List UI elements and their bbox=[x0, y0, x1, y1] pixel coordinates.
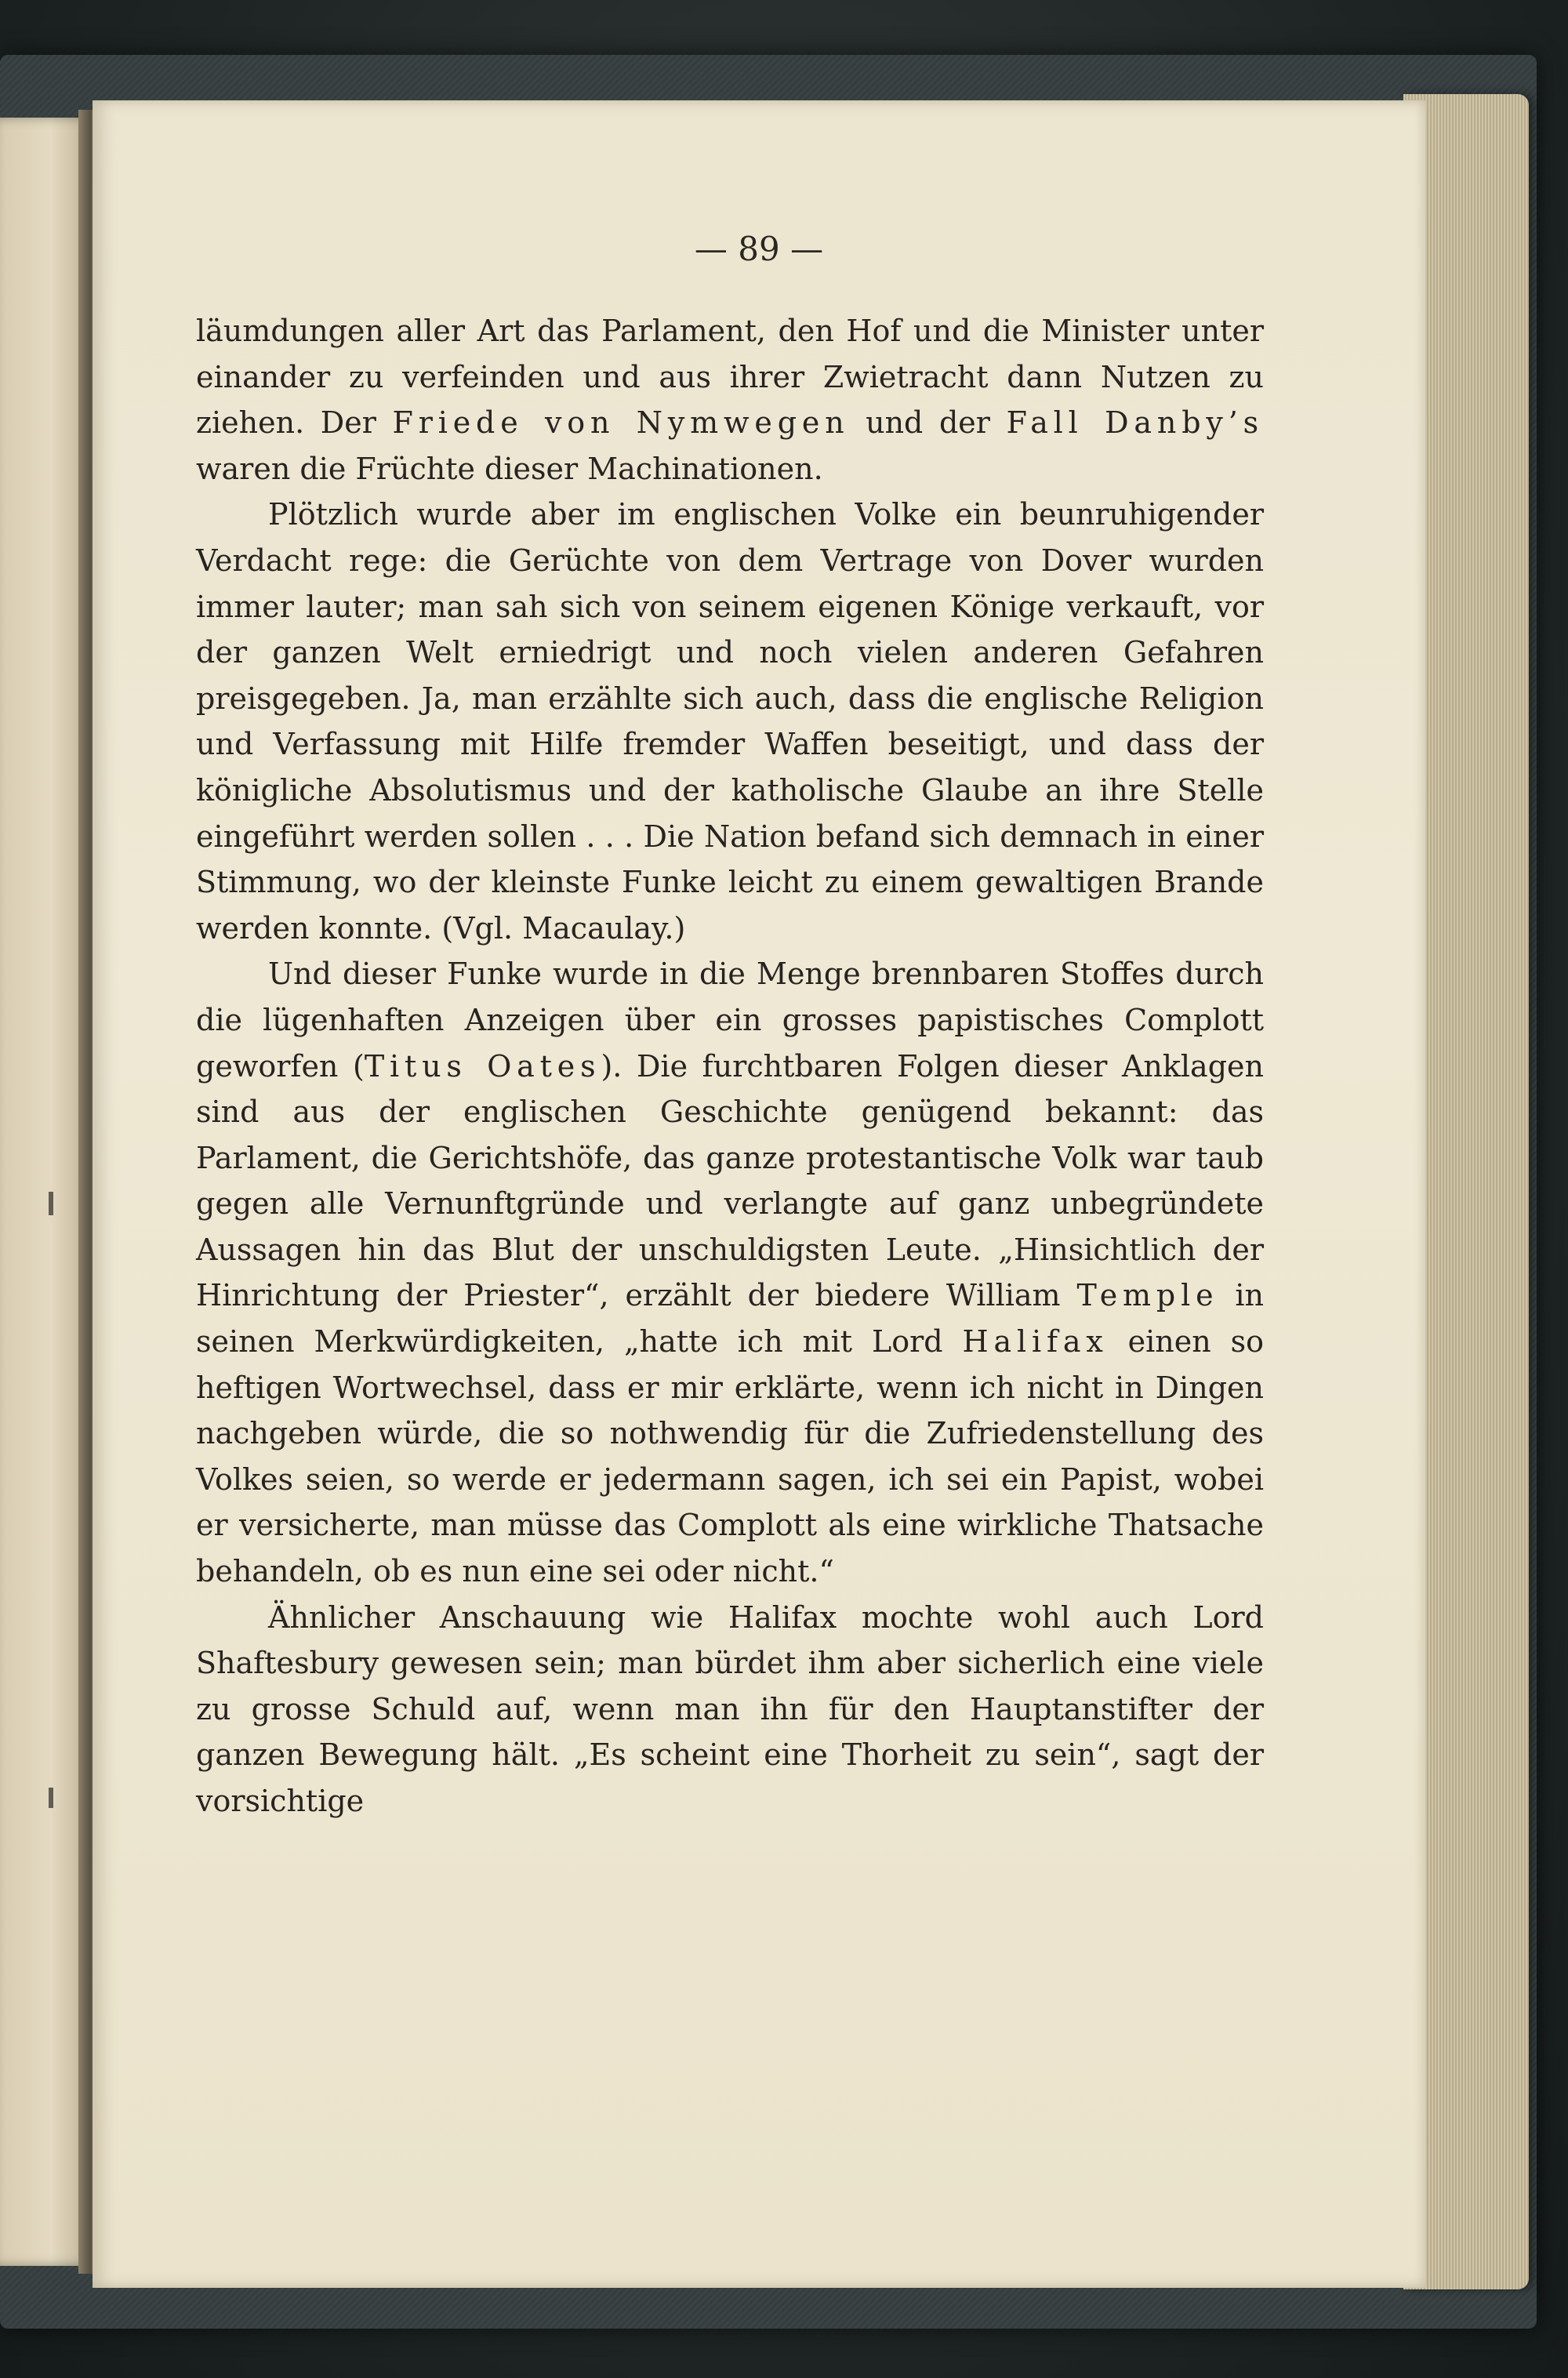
paragraph bbox=[196, 1595, 1264, 1824]
page-text bbox=[196, 308, 1264, 1824]
spaced-name: Halifax bbox=[962, 1324, 1109, 1360]
margin-mark bbox=[49, 1788, 53, 1808]
spaced-name: Temple bbox=[1076, 1278, 1219, 1313]
text-run: Plötzlich wurde aber im englischen Volke ein beunruhigender Verdacht rege: die Gerüchte von dem Vertrage von Dover wurden immer lauter; man sah sich von seinem eigenen Könige verkauft, vor der ganzen Welt erniedrigt und noch vielen anderen Gefahren preisgegeben. Ja, man erzählte sich auch, dass die englische Religion und Verfassung mit Hilfe fremder Waffen beseitigt, und dass der königliche Absolutismus und der katholische Glaube an ihre Stelle eingeführt werden sollen . . . Die Nation befand sich demnach in einer Stimmung, wo der kleinste Funke leicht zu einem gewaltigen Brande werden konnte. (Vgl. Macaulay.) bbox=[196, 497, 1264, 946]
text-run: Und dieser Funke wurde in die Menge brennbaren Stoffes durch die lügenhaften Anzeigen über ein grosses papistisches Complott geworfen ( bbox=[196, 957, 1264, 1084]
text-run: waren die Früchte dieser Machinationen. bbox=[196, 451, 823, 486]
text-run: in seinen Merkwürdigkeiten, „hatte ich mit Lord bbox=[196, 1278, 1264, 1360]
book-page bbox=[93, 100, 1425, 2288]
text-run: einen so heftigen Wortwechsel, dass er mir erklärte, wenn ich nicht in Dingen nachgeben würde, die so nothwendig für die Zufriedenstellung des Volkes seien, so werde er jedermann sagen, ich sei ein Papist, wobei er versicherte, man müsse das Complott als eine wirkliche Thatsache behandeln, ob es nun eine sei oder nicht.“ bbox=[196, 1324, 1264, 1589]
paragraph bbox=[196, 308, 1264, 492]
paragraph bbox=[196, 951, 1264, 1594]
spaced-name: Friede von Nymwegen bbox=[392, 405, 850, 441]
text-run: läumdungen aller Art das Parlament, den Hof und die Minister unter einander zu verfeinden und aus ihrer Zwietracht dann Nutzen zu ziehen. Der bbox=[196, 314, 1264, 441]
spaced-name: Titus Oates bbox=[364, 1048, 601, 1084]
text-run: Ähnlicher Anschauung wie Halifax mochte wohl auch Lord Shaftesbury gewesen sein; man bürdet ihm aber sicherlich eine viele zu grosse Schuld auf, wenn man ihn für den Hauptanstifter der ganzen Bewegung hält. „Es scheint eine Thorheit zu sein“, sagt der vorsichtige bbox=[196, 1599, 1264, 1818]
text-run: ). Die furchtbaren Folgen dieser Anklagen sind aus der englischen Geschichte genügend bekannt: das Parlament, die Gerichtshöfe, das ganze protestantische Volk war taub gegen alle Vernunftgründe und verlangte auf ganz unbegründete Aussagen hin das Blut der unschuldigsten Leute. „Hinsichtlich der Hinrichtung der Priester“, erzählt der biedere William bbox=[196, 1048, 1264, 1313]
page-number: — 89 — bbox=[694, 230, 824, 268]
text-run: und der bbox=[849, 405, 1007, 441]
margin-mark bbox=[49, 1192, 53, 1215]
paragraph bbox=[196, 492, 1264, 951]
spaced-name: Fall Danby’s bbox=[1006, 405, 1264, 441]
